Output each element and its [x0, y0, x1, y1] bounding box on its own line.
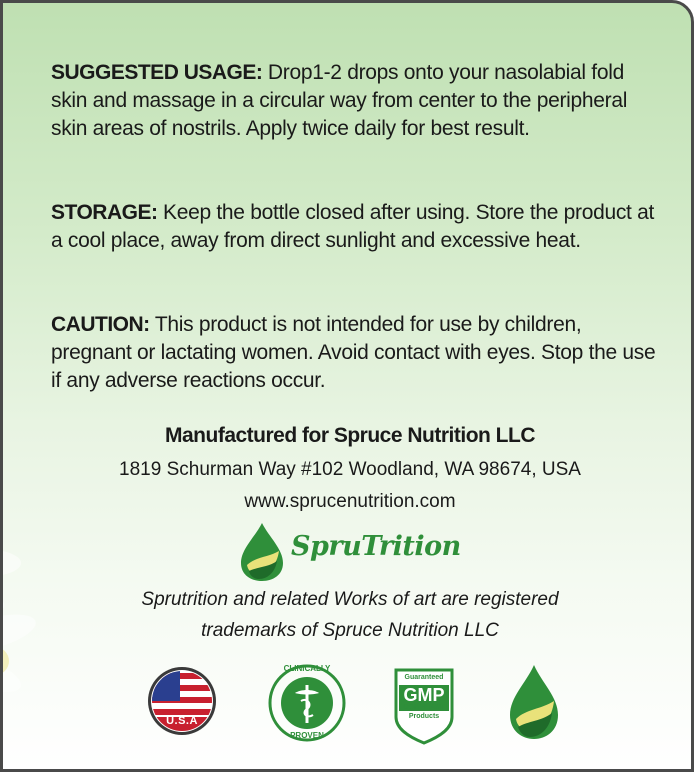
gmp-guaranteed-text: Guaranteed [404, 674, 444, 681]
caution-paragraph [51, 311, 661, 395]
trademark-line-2: trademarks of Spruce Nutrition LLC [201, 620, 499, 641]
gmp-compliant-text: COMPLIANT [403, 704, 445, 711]
manufacturer-address: 1819 Schurman Way #102 Woodland, WA 98674, USA [119, 459, 581, 480]
usa-badge-text: U.S.A [166, 715, 198, 727]
suggested-usage-heading: SUGGESTED USAGE: [51, 61, 263, 84]
caution-text: This product is not intended for use by children, pregnant or lactating women. Avoid contact with eyes. Stop the use if any adverse reactions occur. [51, 313, 656, 392]
usa-flag-badge [146, 665, 218, 737]
droplet-logo-icon [239, 521, 285, 583]
caution-heading: CAUTION: [51, 313, 150, 336]
gmp-text: GMP [403, 685, 445, 705]
proven-text: PROVEN [290, 731, 324, 740]
storage-text: Keep the bottle closed after using. Store the product at a cool place, away from direct sunlight and excessive heat. [51, 201, 655, 252]
trademark-line-1: Sprutrition and related Works of art are registered [141, 589, 559, 610]
clinically-proven-badge [267, 663, 347, 743]
manufacturer-line: Manufactured for Spruce Nutrition LLC [165, 424, 535, 447]
gmp-products-text: Products [408, 713, 440, 720]
droplet-badge [508, 663, 560, 741]
droplet-icon [508, 663, 560, 741]
suggested-usage-text: Drop1-2 drops onto your nasolabial fold skin and massage in a circular way from center to the peripheral skin areas of nostrils. Apply twice daily for best result. [51, 61, 628, 140]
suggested-usage-paragraph [51, 59, 661, 143]
clinically-text: CLINICALLY [283, 664, 331, 673]
storage-paragraph [51, 199, 661, 255]
storage-heading: STORAGE: [51, 201, 158, 224]
brand-name: SpruTrition [291, 531, 461, 562]
gmp-compliant-badge [393, 667, 455, 745]
website-link[interactable]: www.sprucenutrition.com [244, 491, 456, 512]
sprutrition-logo [239, 521, 469, 583]
